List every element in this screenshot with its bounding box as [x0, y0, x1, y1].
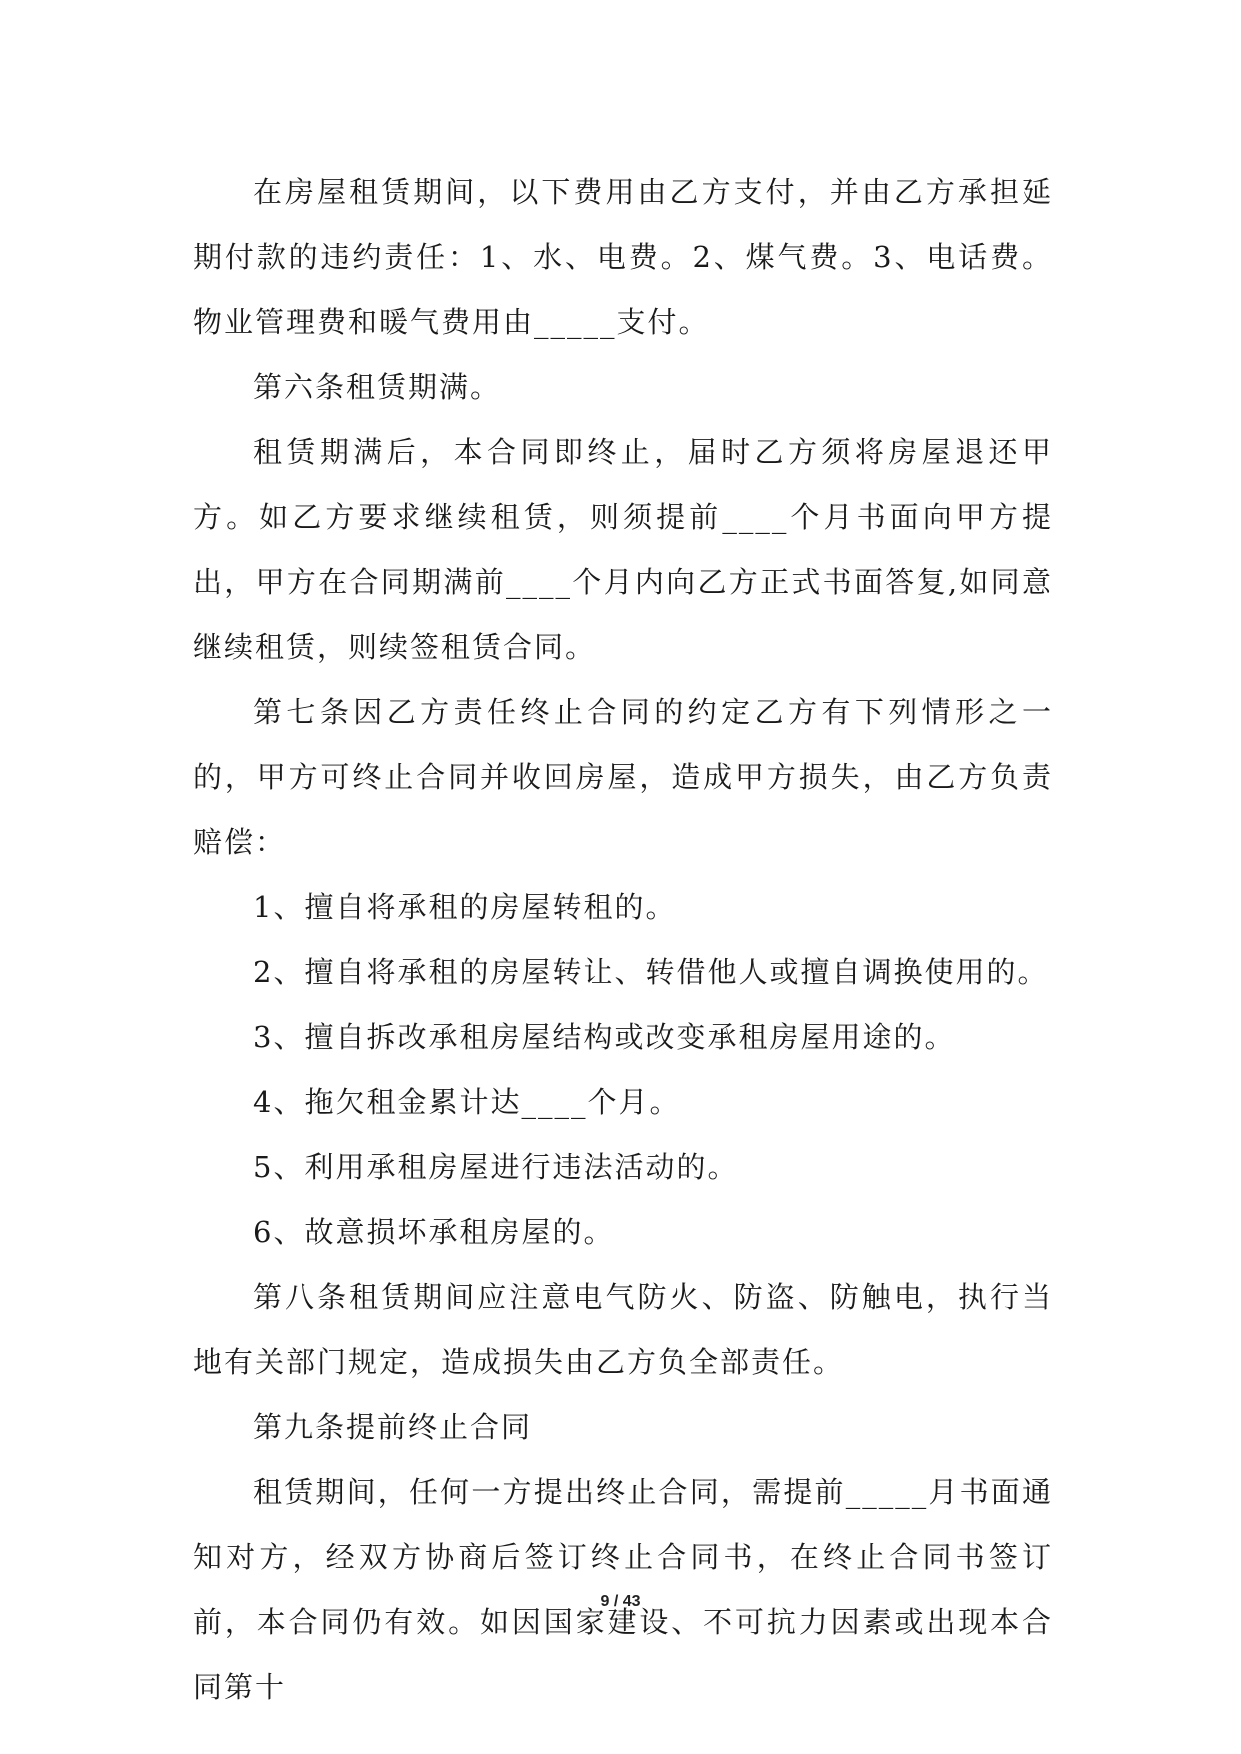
heading-article-9: 第九条提前终止合同: [253, 1410, 533, 1444]
paragraph-lease-expiry: 租赁期满后，本合同即终止，届时乙方须将房屋退还甲方。如乙方要求继续租赁，则须提前____个月书面向甲方提出，甲方在合同期满前____个月内向乙方正式书面答复,如同意继续租赁，则续签租赁合同。: [193, 435, 1053, 664]
heading-article-7: 第七条因乙方责任终止合同的约定乙方有下列情形之一的，甲方可终止合同并收回房屋，造成甲方损失，由乙方负责赔偿：: [193, 695, 1053, 859]
paragraph-fees: 在房屋租赁期间，以下费用由乙方支付，并由乙方承担延期付款的违约责任：1、水、电费。2、煤气费。3、电话费。物业管理费和暖气费用由_____支付。: [193, 175, 1053, 339]
list-item-3: 3、擅自拆改承租房屋结构或改变承租房屋用途的。: [253, 1020, 956, 1054]
list-item-6: 6、故意损坏承租房屋的。: [253, 1215, 615, 1249]
document-body: [193, 160, 1053, 1720]
list-item-1: 1、擅自将承租的房屋转租的。: [253, 890, 677, 924]
paragraph-article-8: 第八条租赁期间应注意电气防火、防盗、防触电，执行当地有关部门规定，造成损失由乙方负全部责任。: [193, 1280, 1053, 1379]
page-number: 9 / 43: [600, 1593, 641, 1610]
paragraph-early-termination: 租赁期间，任何一方提出终止合同，需提前_____月书面通知对方，经双方协商后签订终止合同书，在终止合同书签订前，本合同仍有效。如因国家建设、不可抗力因素或出现本合同第十: [193, 1475, 1053, 1704]
list-item-5: 5、利用承租房屋进行违法活动的。: [253, 1150, 739, 1184]
list-item-4: 4、拖欠租金累计达____个月。: [253, 1085, 681, 1119]
list-item-2: 2、擅自将承租的房屋转让、转借他人或擅自调换使用的。: [253, 955, 1049, 989]
heading-article-6: 第六条租赁期满。: [253, 370, 502, 404]
